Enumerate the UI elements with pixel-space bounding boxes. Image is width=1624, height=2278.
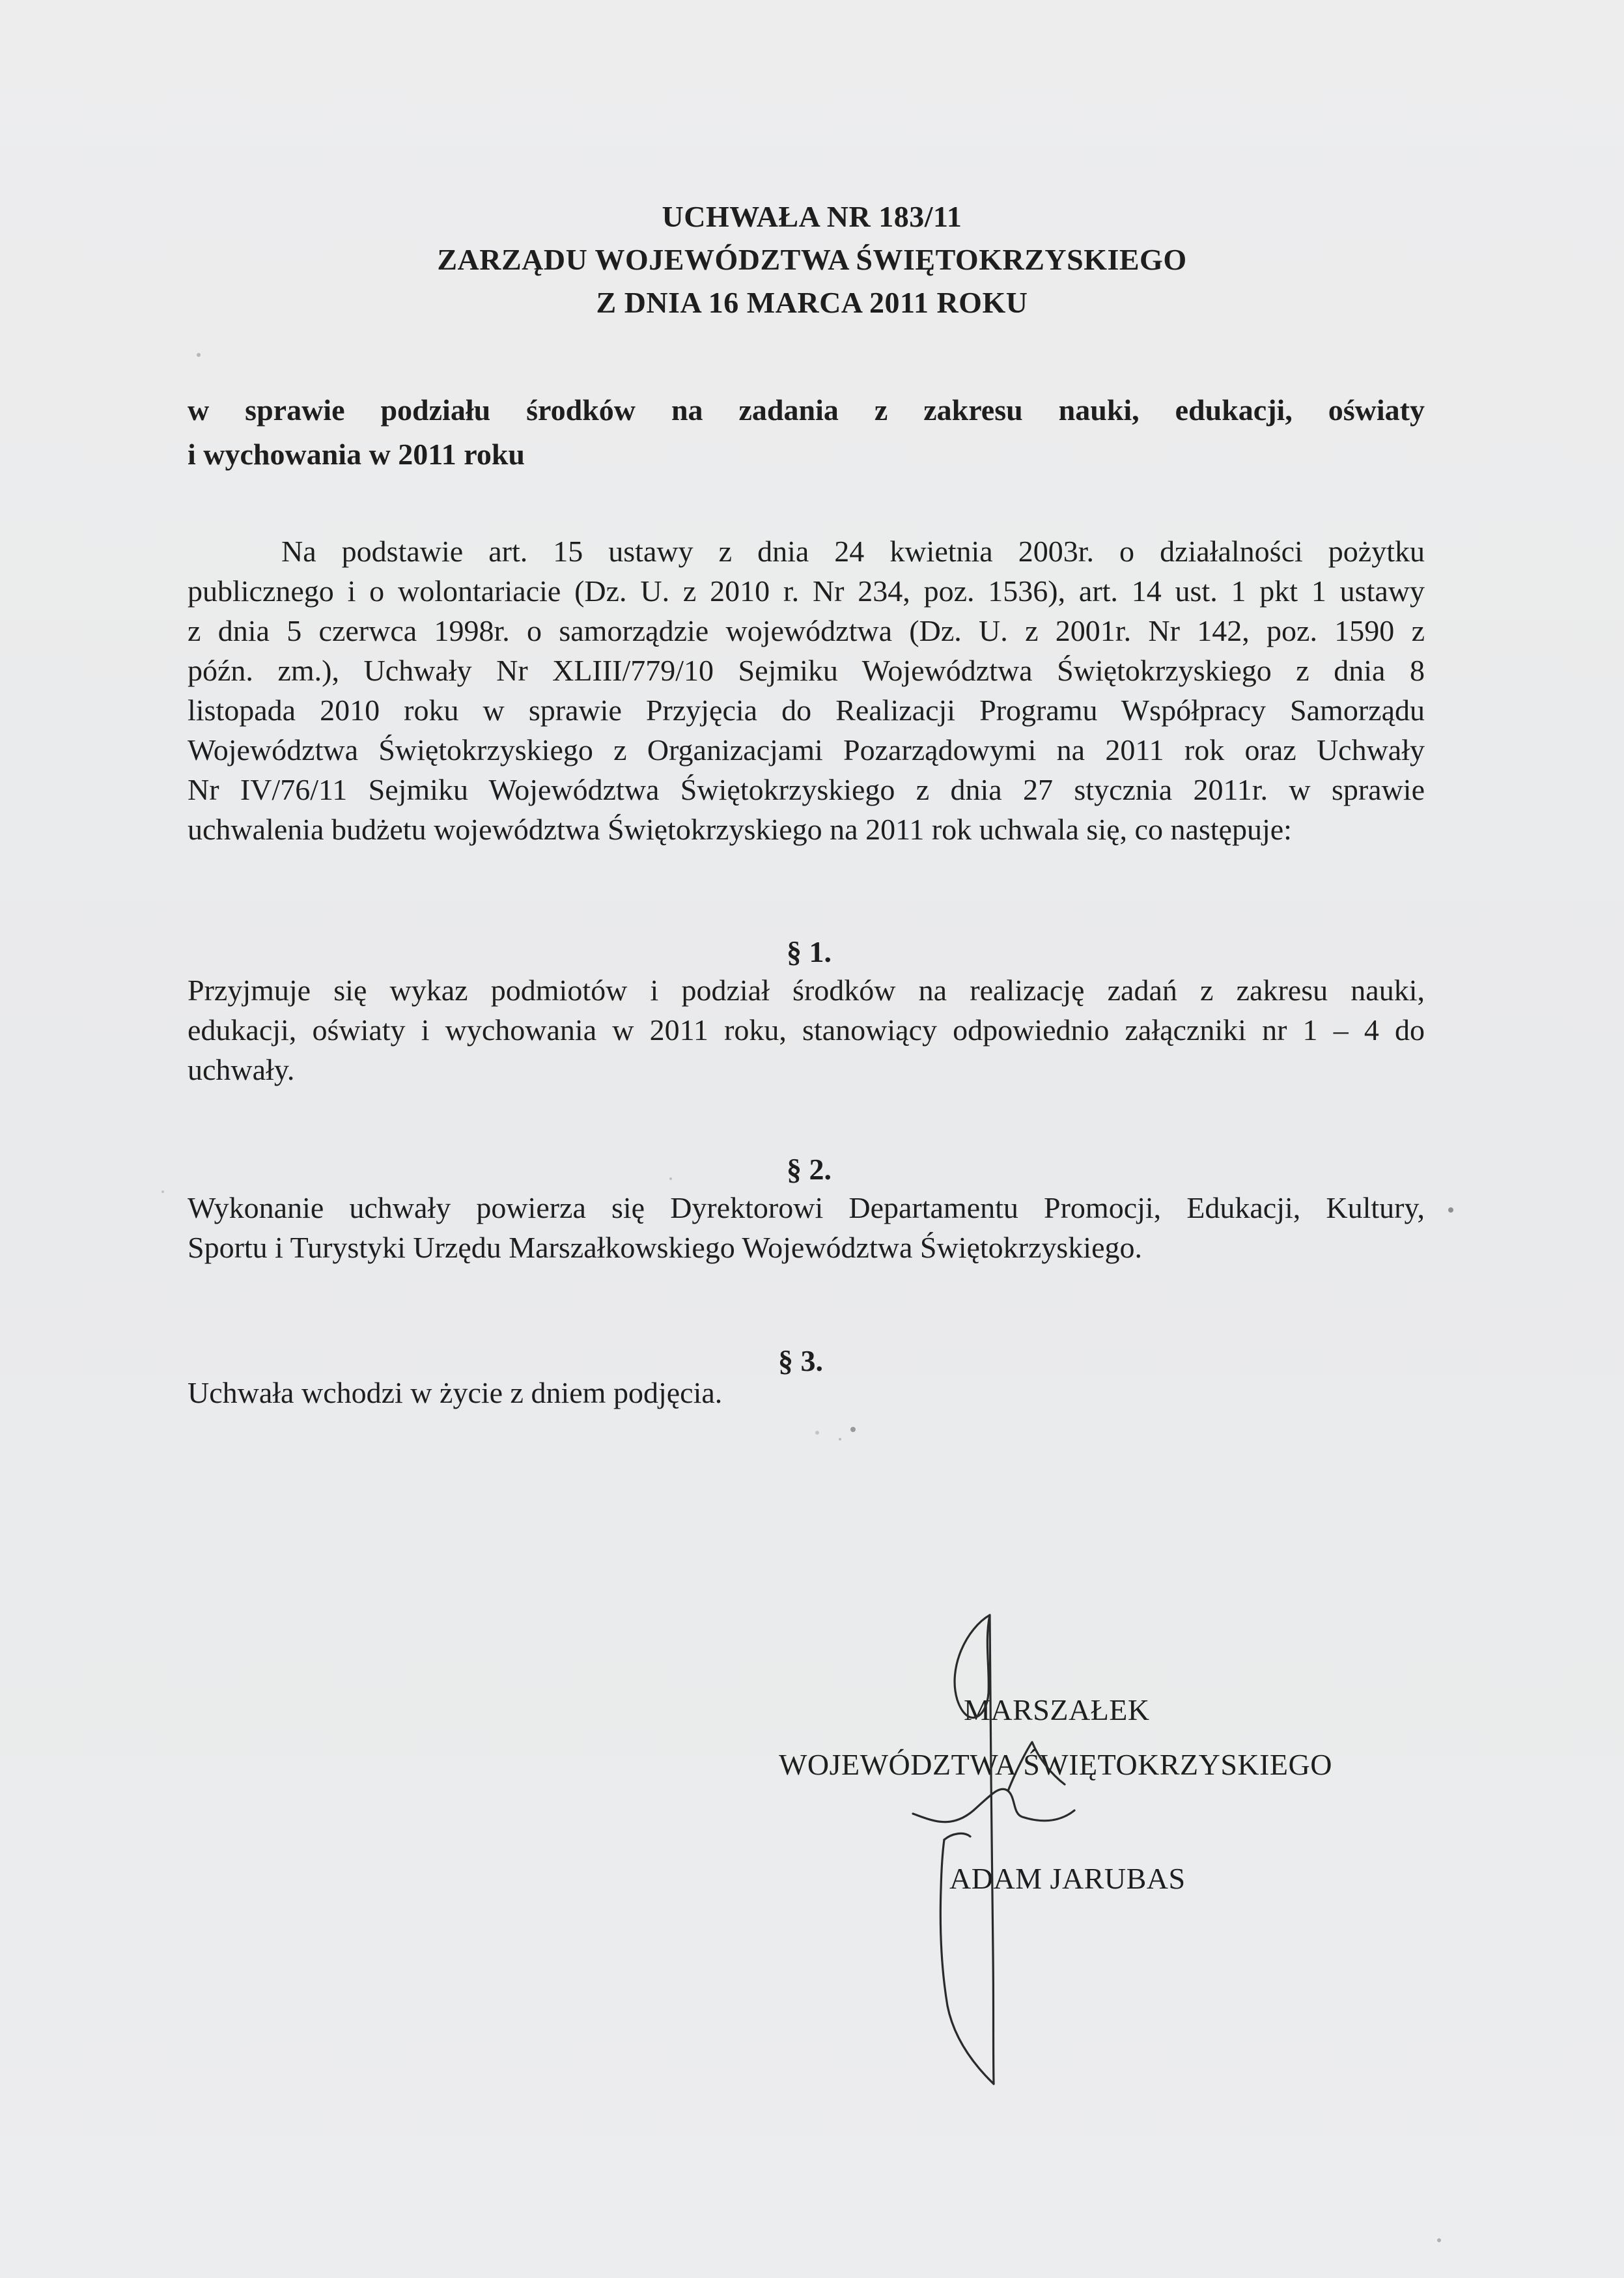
signature-title: MARSZAŁEK: [964, 1693, 1150, 1726]
paragraph-line: Sportu i Turystyki Urzędu Marszałkowskiego Województwa Świętokrzyskiego.: [188, 1231, 1143, 1264]
preamble-line: Nr IV/76/11 Sejmiku Województwa Świętokrzyskiego z dnia 27 stycznia 2011r. w sprawie: [188, 773, 1425, 806]
paragraph-3-sign: § 3.: [778, 1344, 823, 1377]
preamble-line: uchwalenia budżetu województwa Świętokrzyskiego na 2011 rok uchwala się, co następuje:: [188, 813, 1292, 846]
preamble-line: z dnia 5 czerwca 1998r. o samorządzie województwa (Dz. U. z 2001r. Nr 142, poz. 1590 z: [188, 614, 1425, 647]
subject-line: i wychowania w 2011 roku: [188, 438, 525, 471]
handwritten-signature: [912, 1589, 1120, 2097]
preamble-line: publicznego i o wolontariacie (Dz. U. z 2010 r. Nr 234, poz. 1536), art. 14 ust. 1 pkt 1 ustawy: [188, 574, 1425, 608]
paragraph-1-text: [188, 970, 1425, 1090]
paragraph-1-sign: § 1.: [787, 935, 832, 968]
legal-basis-preamble: [188, 531, 1425, 849]
subject-line: w sprawie podziału środków na zadania z zakresu nauki, edukacji, oświaty: [188, 393, 1425, 427]
resolution-authority: ZARZĄDU WOJEWÓDZTWA ŚWIĘTOKRZYSKIEGO: [437, 243, 1187, 276]
paragraph-2-sign: § 2.: [787, 1153, 832, 1186]
paragraph-line: Wykonanie uchwały powierza się Dyrektorowi Departamentu Promocji, Edukacji, Kultury,: [188, 1191, 1425, 1224]
preamble-line: Województwa Świętokrzyskiego z Organizacjami Pozarządowymi na 2011 rok oraz Uchwały: [188, 733, 1425, 766]
signature-office: WOJEWÓDZTWA ŚWIĘTOKRZYSKIEGO: [779, 1748, 1332, 1781]
preamble-line: późn. zm.), Uchwały Nr XLIII/779/10 Sejmiku Województwa Świętokrzyskiego z dnia 8: [188, 654, 1425, 687]
resolution-subject: [188, 388, 1425, 477]
resolution-date: Z DNIA 16 MARCA 2011 ROKU: [596, 286, 1028, 319]
paragraph-line: edukacji, oświaty i wychowania w 2011 roku, stanowiący odpowiednio załączniki nr 1 – 4 do: [188, 1013, 1425, 1047]
paragraph-line: Uchwała wchodzi w życie z dniem podjęcia.: [188, 1376, 723, 1409]
paragraph-line: uchwały.: [188, 1053, 295, 1086]
preamble-line: Na podstawie art. 15 ustawy z dnia 24 kwietnia 2003r. o działalności pożytku: [281, 535, 1425, 568]
preamble-line: listopada 2010 roku w sprawie Przyjęcia do Realizacji Programu Współpracy Samorządu: [188, 694, 1425, 727]
signature-name: ADAM JARUBAS: [949, 1862, 1186, 1895]
paragraph-line: Przyjmuje się wykaz podmiotów i podział środków na realizację zadań z zakresu nauki,: [188, 974, 1425, 1007]
resolution-header: [0, 195, 1624, 324]
paragraph-2-text: [188, 1188, 1425, 1267]
resolution-number: UCHWAŁA NR 183/11: [662, 200, 962, 233]
paragraph-3-text: [188, 1373, 1425, 1413]
